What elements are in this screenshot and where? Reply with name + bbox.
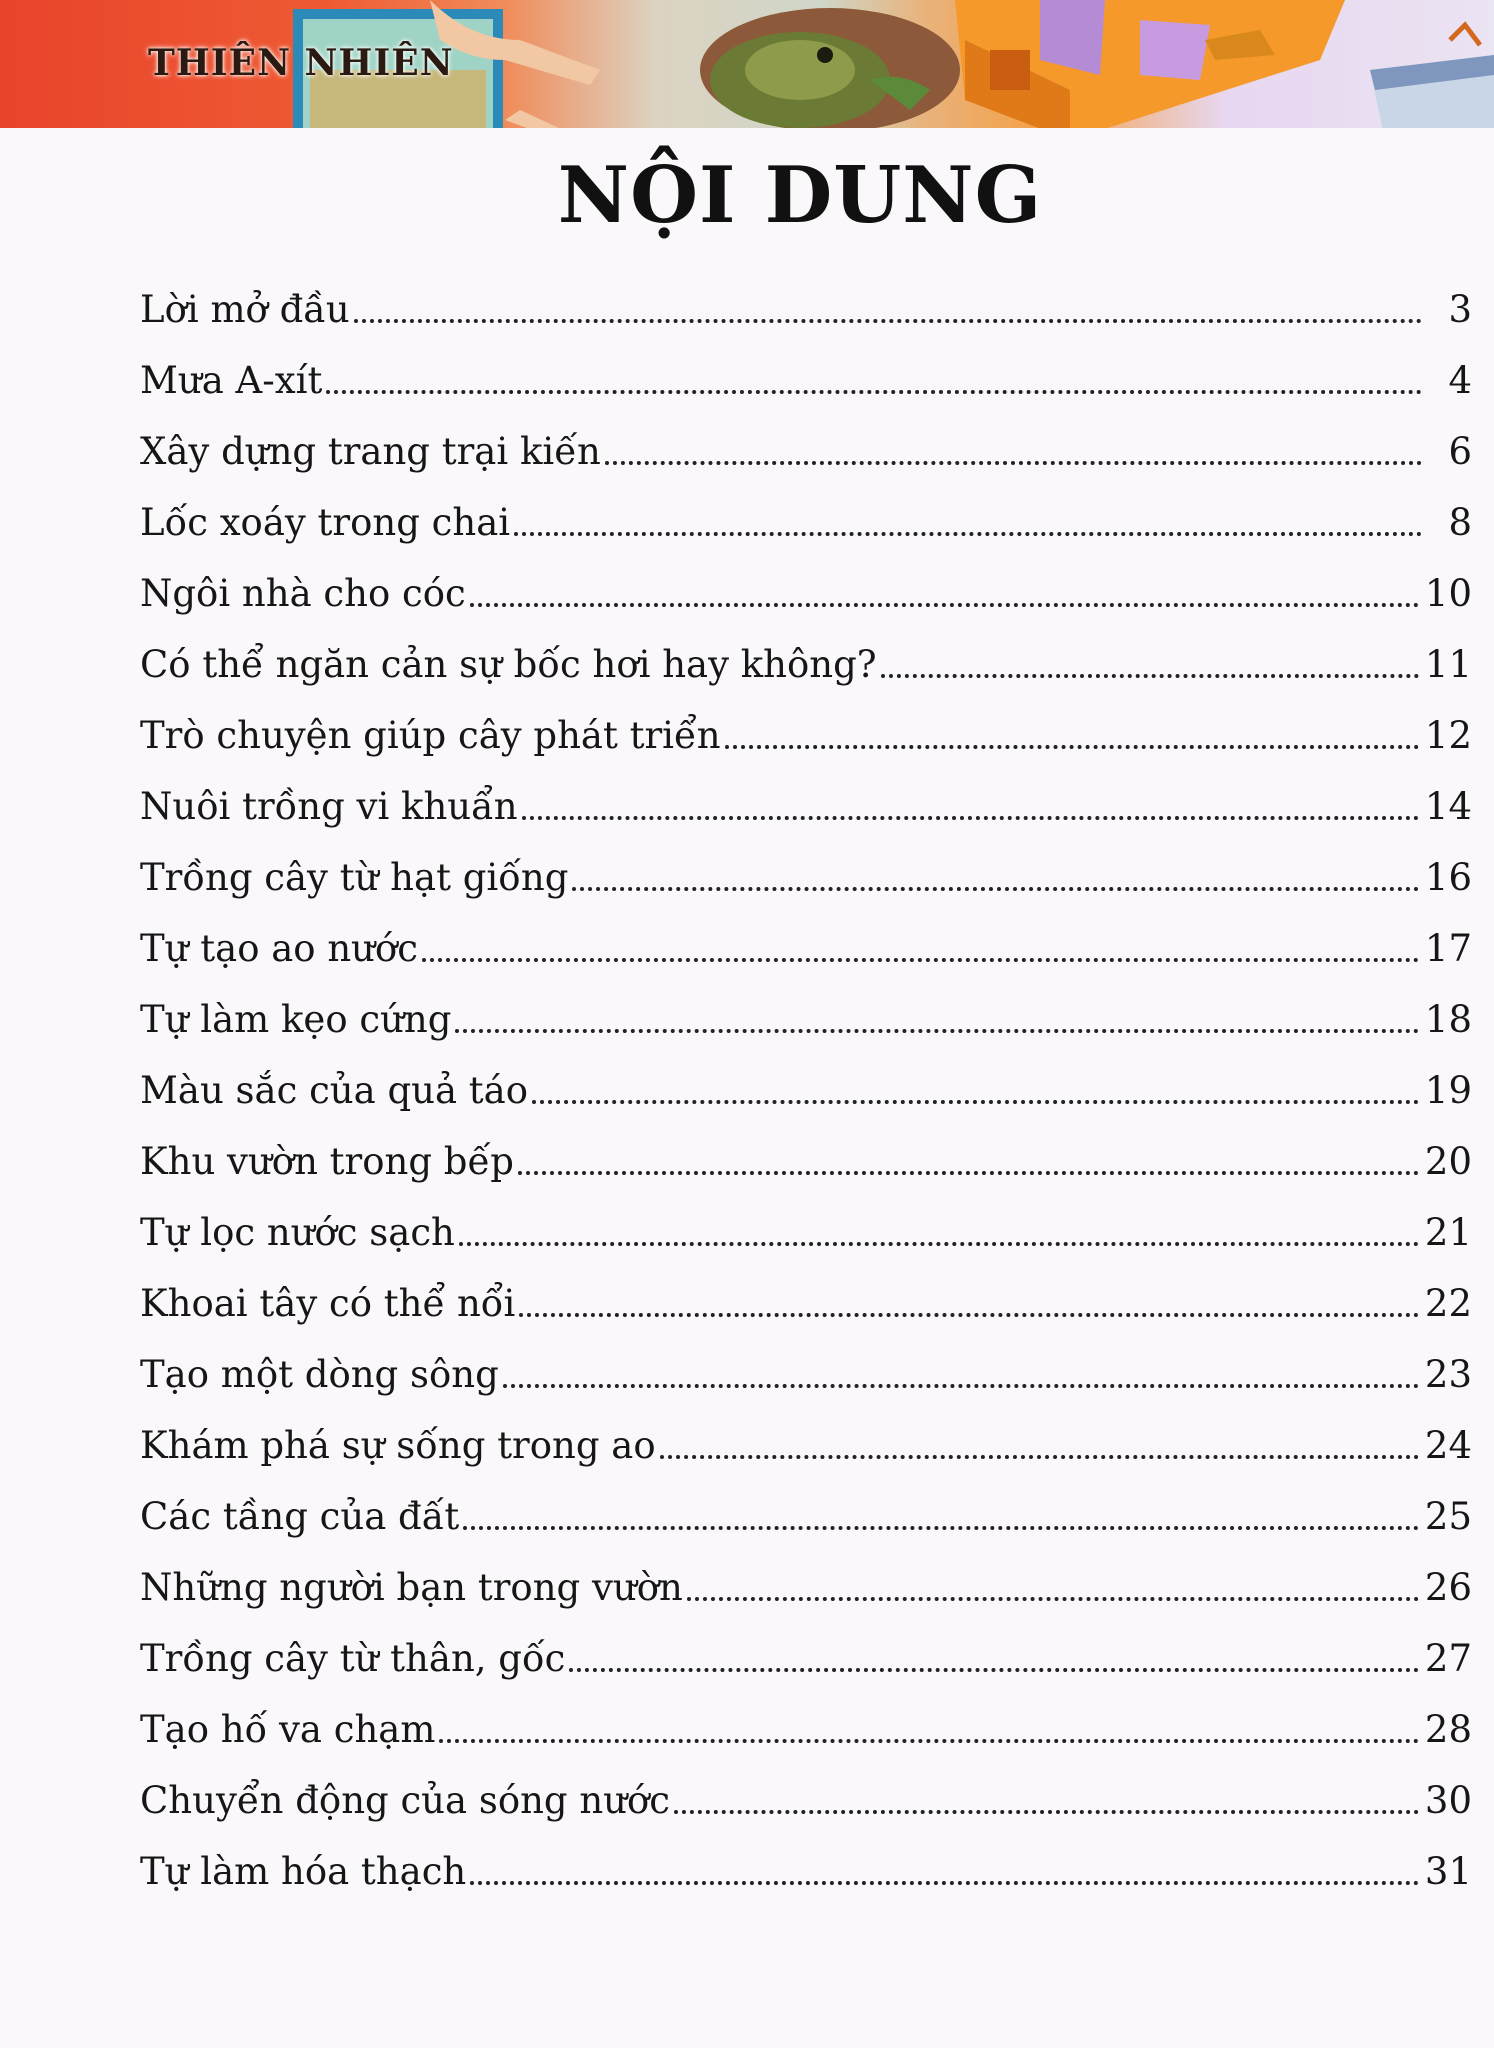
toc-entry-title: Lốc xoáy trong chai [140,501,511,544]
series-title: THIÊN NHIÊN [148,42,454,84]
toc-entry-page-number: 20 [1424,1140,1472,1183]
toc-entry-page-number: 31 [1424,1850,1472,1893]
toc-entry-page-number: 3 [1448,288,1472,331]
page-title: NỘI DUNG [557,150,1043,241]
toc-entry [140,1469,1472,1540]
toc-entry-title: Xây dựng trang trại kiến [140,430,601,473]
toc-entry-page-number: 12 [1424,714,1472,757]
table-of-contents [140,262,1472,1895]
toc-entry [140,1185,1472,1256]
toc-entry-page-number: 30 [1424,1779,1472,1822]
dot-leader [354,319,1422,323]
toc-entry-title: Chuyển động của sóng nước [140,1779,671,1822]
toc-entry-page-number: 25 [1424,1495,1472,1538]
dot-leader [463,1526,1419,1530]
toc-entry-page-number: 21 [1424,1211,1472,1254]
toc-entry-title: Mưa A-xít [140,359,323,402]
toc-entry-page-number: 27 [1424,1637,1472,1680]
dot-leader [569,1668,1419,1672]
toc-entry-page-number: 14 [1424,785,1472,828]
dot-leader [470,1881,1419,1885]
dot-leader [522,816,1419,820]
dot-leader [439,1739,1418,1743]
toc-entry-page-number: 8 [1448,501,1472,544]
toc-entry-title: Tự lọc nước sạch [140,1211,455,1254]
toc-entry [140,262,1472,333]
toc-entry [140,1327,1472,1398]
dot-leader [514,532,1422,536]
toc-entry [140,1682,1472,1753]
toc-entry-title: Tạo hố va chạm [140,1708,436,1751]
toc-entry [140,333,1472,404]
dot-leader [725,745,1419,749]
toc-entry-title: Trồng cây từ thân, gốc [140,1637,566,1680]
toc-entry [140,1753,1472,1824]
toc-entry [140,1043,1472,1114]
toc-entry [140,1256,1472,1327]
dot-leader [518,1171,1419,1175]
toc-entry-page-number: 18 [1424,998,1472,1041]
dot-leader [674,1810,1419,1814]
dot-leader [459,1242,1419,1246]
toc-entry-page-number: 4 [1448,359,1472,402]
toc-entry-title: Các tầng của đất [140,1495,460,1538]
toc-entry-title: Tự tạo ao nước [140,927,418,970]
toc-entry-page-number: 23 [1424,1353,1472,1396]
dot-leader [572,887,1419,891]
header-banner [0,0,1494,140]
toc-entry-title: Trò chuyện giúp cây phát triển [140,714,721,757]
dot-leader [455,1029,1418,1033]
toc-entry [140,688,1472,759]
toc-entry-title: Tạo một dòng sông [140,1353,499,1396]
dot-leader [326,390,1422,394]
toc-entry-title: Trồng cây từ hạt giống [140,856,569,899]
toc-entry-page-number: 28 [1424,1708,1472,1751]
toc-entry-title: Màu sắc của quả táo [140,1069,528,1112]
toc-entry [140,617,1472,688]
toc-entry-page-number: 24 [1424,1424,1472,1467]
toc-entry-title: Tự làm hóa thạch [140,1850,467,1893]
toc-entry [140,546,1472,617]
toc-entry-title: Có thể ngăn cản sự bốc hơi hay không? [140,643,877,686]
toc-entry-title: Ngôi nhà cho cóc [140,572,466,615]
toc-entry-page-number: 19 [1424,1069,1472,1112]
toc-entry [140,901,1472,972]
toc-entry-page-number: 22 [1424,1282,1472,1325]
dot-leader [660,1455,1419,1459]
toc-entry [140,830,1472,901]
toc-entry-title: Khám phá sự sống trong ao [140,1424,656,1467]
dot-leader [470,603,1419,607]
toc-entry-title: Khoai tây có thể nổi [140,1282,516,1325]
dot-leader [605,461,1422,465]
toc-entry [140,972,1472,1043]
toc-entry [140,759,1472,830]
dot-leader [881,674,1419,678]
toc-entry [140,1611,1472,1682]
dot-leader [687,1597,1419,1601]
toc-entry [140,1114,1472,1185]
toc-entry-page-number: 17 [1424,927,1472,970]
dot-leader [503,1384,1419,1388]
toc-entry-title: Lời mở đầu [140,288,350,331]
toc-entry-title: Những người bạn trong vườn [140,1566,683,1609]
toc-entry-page-number: 11 [1424,643,1472,686]
toc-entry-page-number: 10 [1424,572,1472,615]
dot-leader [532,1100,1419,1104]
toc-entry-title: Nuôi trồng vi khuẩn [140,785,518,828]
toc-entry-page-number: 6 [1448,430,1472,473]
toc-entry-page-number: 16 [1424,856,1472,899]
toc-entry [140,1398,1472,1469]
toc-entry [140,404,1472,475]
dot-leader [519,1313,1419,1317]
toc-entry [140,1540,1472,1611]
toc-entry-title: Tự làm kẹo cứng [140,998,452,1041]
toc-entry [140,475,1472,546]
toc-entry-page-number: 26 [1424,1566,1472,1609]
dot-leader [422,958,1419,962]
toc-entry-title: Khu vườn trong bếp [140,1140,514,1183]
toc-entry [140,1824,1472,1895]
